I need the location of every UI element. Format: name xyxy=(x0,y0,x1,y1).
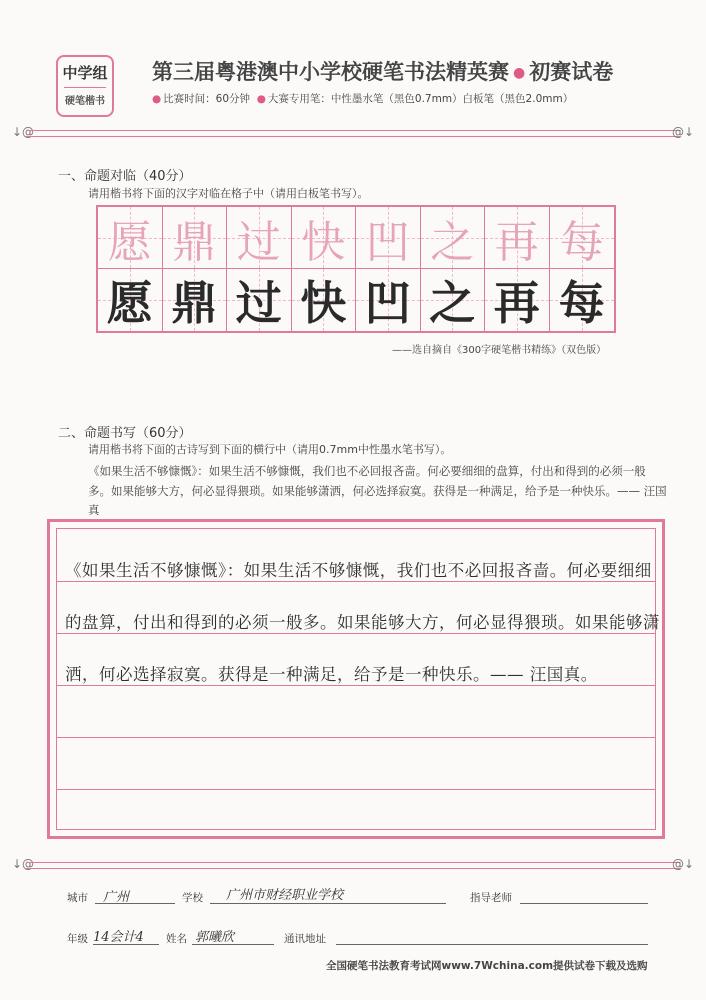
school-value: 广州市财经职业学校 xyxy=(226,888,344,903)
copy-char: 每 xyxy=(558,276,605,330)
meta-time: 比赛时间：60分钟 xyxy=(163,93,251,105)
copy-char: 过 xyxy=(235,276,282,330)
handwriting-line: 洒，何必选择寂寞。获得是一种满足，给予是一种快乐。—— 汪国真。 xyxy=(65,665,598,684)
copy-char-cell[interactable] xyxy=(98,269,163,331)
group-sub-label: 硬笔楷书 xyxy=(65,96,105,107)
name-value: 郭曦欣 xyxy=(195,930,235,945)
bullet-icon: ● xyxy=(152,93,162,105)
copy-char-cell[interactable] xyxy=(163,269,228,331)
writing-rule xyxy=(57,789,655,790)
model-char: 每 xyxy=(559,216,604,268)
header-band xyxy=(26,130,680,137)
section1-title: 一、命题对临（40分） xyxy=(58,169,192,184)
footer-band xyxy=(26,862,680,869)
model-char-cell xyxy=(356,207,421,269)
teacher-label: 指导老师 xyxy=(470,892,512,904)
handwriting-line: 的盘算，付出和得到的必须一般多。如果能够大方，何必显得猥琐。如果能够潇 xyxy=(65,613,660,632)
copy-char-cell[interactable] xyxy=(485,269,550,331)
copy-char-cell[interactable] xyxy=(227,269,292,331)
ornament-right-icon: @↓ xyxy=(672,857,695,871)
city-label: 城市 xyxy=(67,892,88,904)
name-label: 姓名 xyxy=(166,933,187,945)
model-char-cell xyxy=(485,207,550,269)
school-field[interactable] xyxy=(210,903,446,904)
model-char: 再 xyxy=(494,216,539,268)
model-char-cell xyxy=(163,207,228,269)
model-char-cell xyxy=(292,207,357,269)
title-main: 第三届粤港澳中小学校硬笔书法精英赛 xyxy=(152,60,509,84)
ornament-left-icon: ↓@ xyxy=(12,125,35,139)
footer-note: 全国硬笔书法教育考试网www.7Wchina.com提供试卷下载及选购 xyxy=(326,960,648,972)
grade-value: 14会计4 xyxy=(93,930,144,945)
group-label: 中学组 xyxy=(62,64,108,82)
badge-divider xyxy=(64,87,106,88)
copy-grid xyxy=(96,205,616,333)
teacher-field[interactable] xyxy=(520,903,648,904)
handwriting-line: 《如果生活不够慷慨》：如果生活不够慷慨，我们也不必回报吝啬。何必要细细 xyxy=(65,561,652,580)
model-char-cell xyxy=(550,207,615,269)
copy-char: 快 xyxy=(300,276,347,330)
section2-instruction: 请用楷书将下面的古诗写到下面的横行中（请用0.7mm中性墨水笔书写）。 xyxy=(88,443,452,456)
grade-label: 年级 xyxy=(67,933,88,945)
city-value: 广州 xyxy=(103,890,130,905)
copy-char: 凹 xyxy=(364,276,411,330)
title-tail: 初赛试卷 xyxy=(529,60,614,84)
writing-rule xyxy=(57,633,655,634)
bullet-icon: ● xyxy=(256,93,266,105)
model-char: 鼎 xyxy=(172,216,217,268)
model-char: 愿 xyxy=(107,216,152,268)
source-citation: ——选自摘自《300字硬笔楷书精练》（双色版） xyxy=(392,345,607,356)
address-field[interactable] xyxy=(336,944,648,945)
writing-area[interactable] xyxy=(47,519,665,839)
copy-char: 鼎 xyxy=(171,276,218,330)
copy-char-cell[interactable] xyxy=(292,269,357,331)
model-char: 快 xyxy=(301,216,346,268)
ornament-left-icon: ↓@ xyxy=(12,857,35,871)
ornament-right-icon: @↓ xyxy=(672,125,695,139)
writing-lines[interactable] xyxy=(56,528,660,830)
title-dot-icon: ● xyxy=(513,65,526,81)
address-label: 通讯地址 xyxy=(284,933,326,945)
model-char: 过 xyxy=(236,216,281,268)
model-char: 凹 xyxy=(365,216,410,268)
copy-char-cell[interactable] xyxy=(356,269,421,331)
copy-char-cell[interactable] xyxy=(550,269,615,331)
copy-char: 再 xyxy=(493,276,540,330)
model-char-cell xyxy=(98,207,163,269)
meta-pen: 大赛专用笔：中性墨水笔（黑色0.7mm）白板笔（黑色2.0mm） xyxy=(267,93,574,105)
model-char-cell xyxy=(421,207,486,269)
group-badge xyxy=(56,55,114,117)
exam-meta xyxy=(152,91,573,106)
model-char: 之 xyxy=(430,216,475,268)
copy-char: 愿 xyxy=(106,276,153,330)
section1-instruction: 请用楷书将下面的汉字对临在格子中（请用白板笔书写）。 xyxy=(88,187,369,200)
section2-title: 二、命题书写（60分） xyxy=(58,426,192,441)
writing-rule xyxy=(57,581,655,582)
poem-text: 《如果生活不够慷慨》：如果生活不够慷慨，我们也不必回报吝啬。何必要细细的盘算，付出和得到的必须一般多。如果能够大方，何必显得猥琐。如果能够潇洒，何必选择寂寞。获得是一种满足，给予是一种快乐。—— 汪国真 xyxy=(88,464,667,517)
model-char-cell xyxy=(227,207,292,269)
copy-char-cell[interactable] xyxy=(421,269,486,331)
writing-rule xyxy=(57,737,655,738)
school-label: 学校 xyxy=(182,892,203,904)
writing-rule xyxy=(57,685,655,686)
page-title xyxy=(152,56,613,86)
copy-char: 之 xyxy=(429,276,476,330)
